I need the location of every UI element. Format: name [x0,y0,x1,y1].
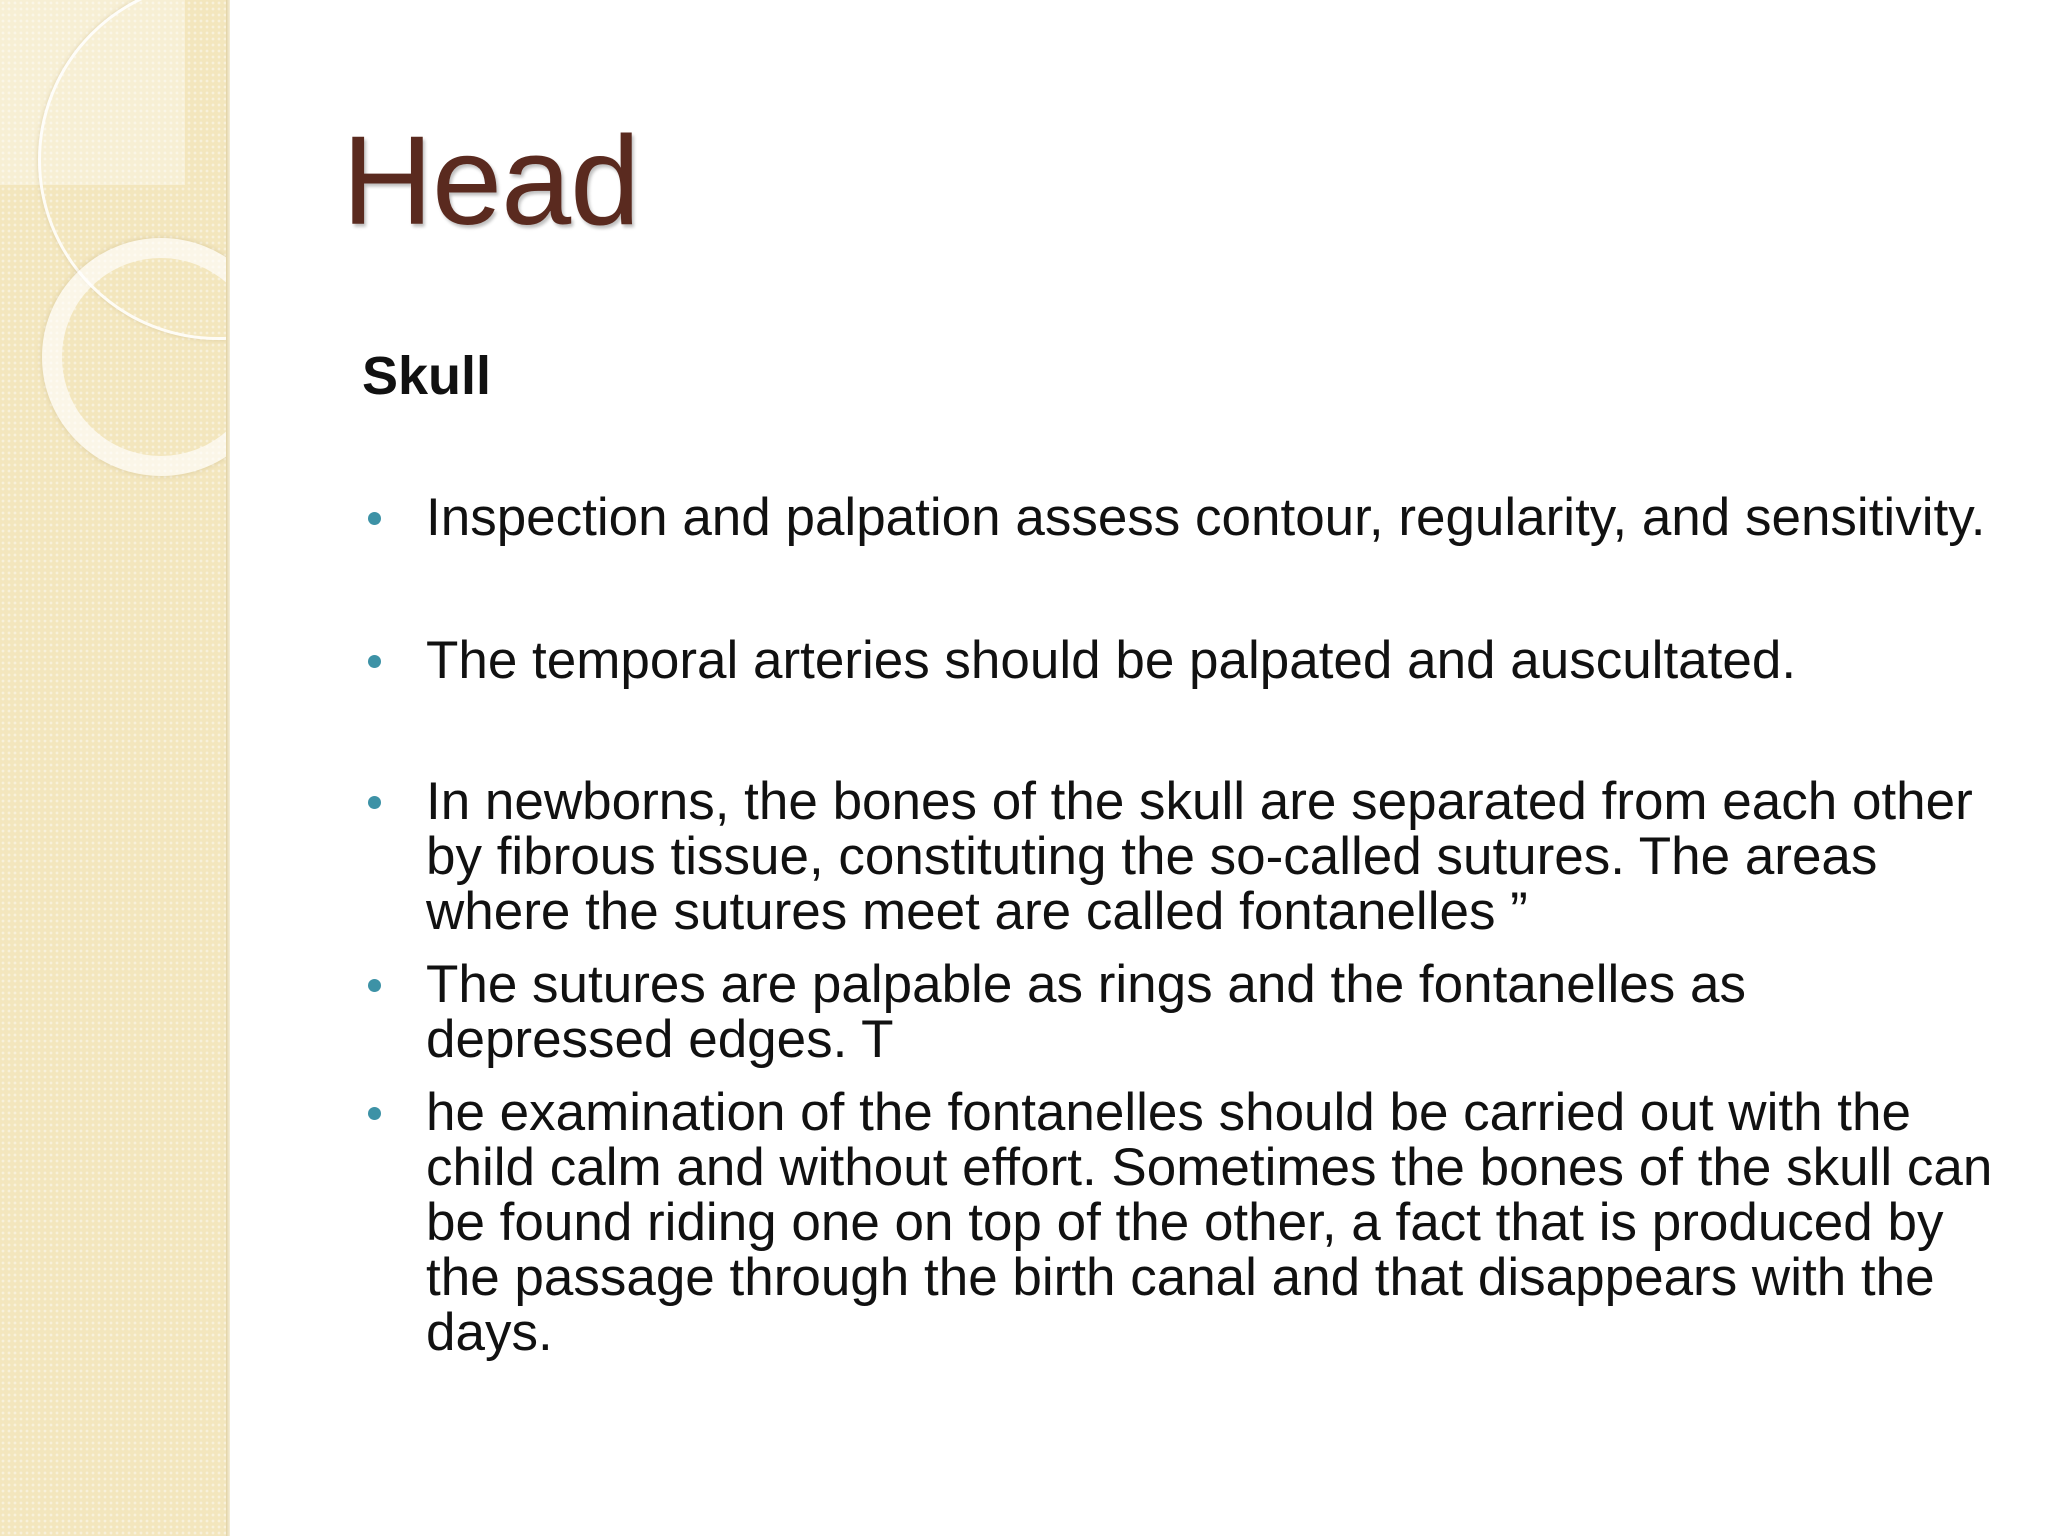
decorative-sidebar [0,0,228,1536]
small-ring-decoration [42,238,228,476]
bullet-dot-icon [368,796,381,809]
bullet-text: Inspection and palpation assess contour, regularity, and sensitivity. [426,488,1986,547]
slide-title: Head [342,110,640,251]
bullet-item [360,1085,2000,1360]
bullet-text: he examination of the fontanelles should be carried out with the child calm and without effort. Sometimes the bones of the skull can be found riding one on top of the other, a fact that is produced by the passage through the birth canal and that disappears with the days. [426,1083,1993,1362]
bullet-dot-icon [368,512,381,525]
bullet-item [360,490,2000,545]
bullet-text: The temporal arteries should be palpated and auscultated. [426,631,1797,690]
bullet-dot-icon [368,1107,381,1120]
bullet-item [360,633,2000,688]
bullet-dot-icon [368,655,381,668]
sidebar-edge [226,0,230,1536]
bullet-text: The sutures are palpable as rings and the fontanelles as depressed edges. T [426,955,1746,1069]
bullet-item [360,957,2000,1067]
bullet-dot-icon [368,979,381,992]
section-heading: Skull [362,346,492,406]
bullet-item [360,774,2000,939]
bullet-text: In newborns, the bones of the skull are separated from each other by fibrous tissue, constituting the so-called sutures. The areas where the sutures meet are called fontanelles ” [426,772,1973,941]
bullet-list [360,490,2000,1360]
